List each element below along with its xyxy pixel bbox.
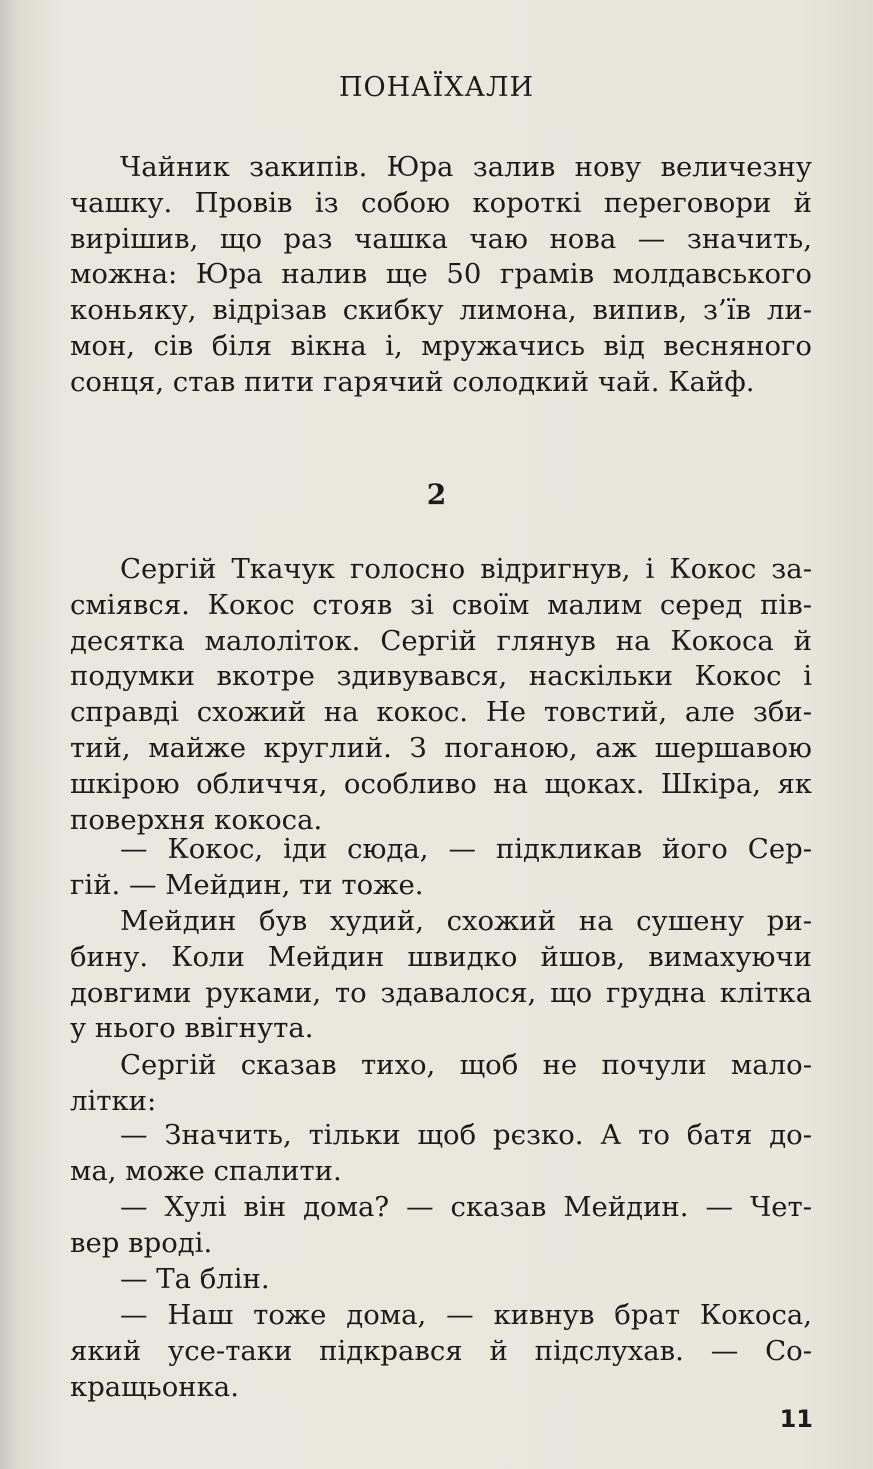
text-line: який усе-таки підкрався й підслухав. — Со-	[70, 1334, 812, 1367]
text-line: ма, може спалити.	[70, 1154, 342, 1187]
text-line: — Значить, тільки щоб рєзко. А то батя до-	[120, 1119, 812, 1151]
paragraph-6	[70, 1190, 812, 1262]
text-line: — Та блін.	[120, 1263, 270, 1295]
page-number: 11	[779, 1405, 813, 1433]
text-line: бину. Коли Мейдин швидко йшов, вимахуючи	[70, 940, 812, 973]
text-line: літки:	[70, 1084, 157, 1117]
running-header: ПОНАЇХАЛИ	[338, 72, 535, 103]
text-line: коньяку, відрізав скибку лимона, випив, з’їв ли-	[70, 294, 812, 327]
text-line: — Кокос, іди сюда, — підкликав його Сер-	[120, 833, 812, 865]
text-line: шкірою обличчя, особливо на щоках. Шкіра, як	[70, 767, 812, 800]
text-line: можна: Юра налив ще 50 грамів молдавського	[70, 258, 812, 291]
text-line: сонця, став пити гарячий солодкий чай. Кайф.	[70, 365, 755, 398]
text-line: подумки вкотре здивувався, наскільки Кокос і	[70, 660, 812, 693]
text-line: Чайник закипів. Юра залив нову величезну	[120, 151, 812, 183]
text-line: тий, майже круглий. З поганою, аж шершавою	[70, 731, 812, 764]
text-line: Сергій сказав тихо, щоб не почули мало-	[120, 1049, 812, 1081]
paragraph-4	[70, 1048, 812, 1120]
text-line: — Хулі він дома? — сказав Мейдин. — Чет-	[120, 1191, 812, 1223]
paragraph-1	[70, 552, 812, 838]
paragraph-7	[70, 1262, 812, 1298]
text-line: справді схожий на кокос. Не товстий, але зби-	[70, 696, 812, 729]
text-line: гій. — Мейдин, ти тоже.	[70, 868, 424, 901]
text-line: у нього ввігнута.	[70, 1012, 314, 1045]
paragraph-section1	[70, 150, 812, 401]
text-line: чашку. Провів із собою короткі переговори й	[70, 186, 812, 219]
text-line: сміявся. Кокос стояв зі своїм малим серед пів-	[70, 588, 812, 621]
text-line: Мейдин був худий, схожий на сушену ри-	[120, 905, 812, 937]
chapter-number: 2	[426, 478, 447, 511]
text-line: вер вроді.	[70, 1226, 213, 1259]
text-line: Сергій Ткачук голосно відригнув, і Кокос за-	[120, 553, 812, 585]
paragraph-2	[70, 832, 812, 904]
text-line: десятка малоліток. Сергій глянув на Кокоса й	[70, 624, 812, 657]
paragraph-5	[70, 1118, 812, 1190]
paragraph-3	[70, 904, 812, 1047]
paragraph-8	[70, 1298, 812, 1405]
text-line: довгими руками, то здавалося, що грудна клітка	[70, 976, 812, 1009]
text-line: мон, сів біля вікна і, мружачись від весняного	[70, 329, 812, 362]
text-line: вирішив, що раз чашка чаю нова — значить,	[70, 222, 812, 255]
text-line: поверхня кокоса.	[70, 803, 323, 836]
text-line: кращьонка.	[70, 1370, 239, 1403]
text-line: — Наш тоже дома, — кивнув брат Кокоса,	[120, 1299, 812, 1331]
